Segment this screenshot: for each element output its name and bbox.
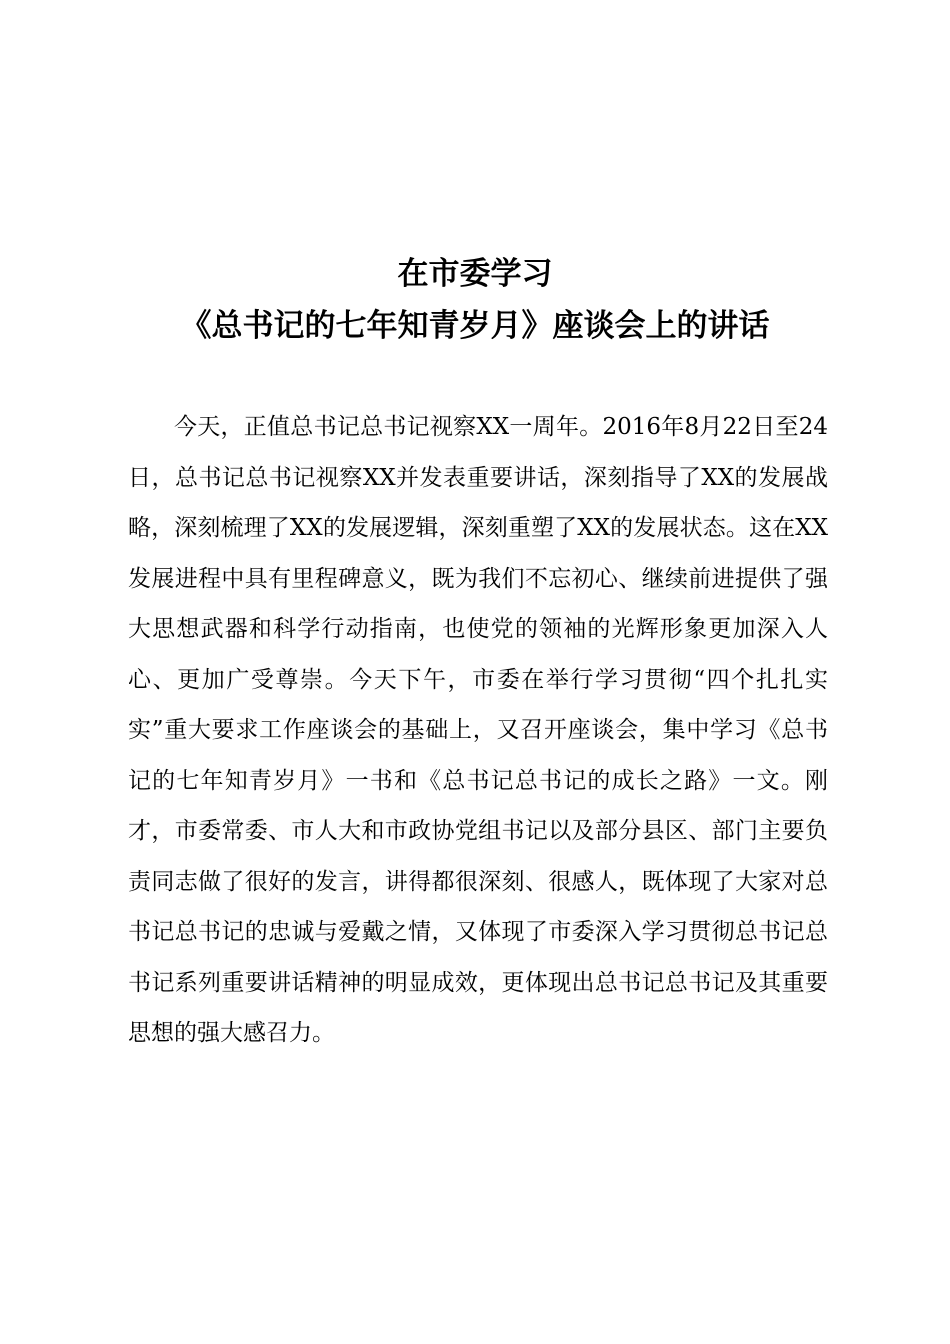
document-title [0,248,950,352]
body-paragraph: 今天，正值总书记总书记视察XX一周年。2016年8月22日至24日，总书记总书记视察XX并发表重要讲话，深刻指导了XX的发展战略，深刻梳理了XX的发展逻辑，深刻重塑了XX的发展状态。这在XX发展进程中具有里程碑意义，既为我们不忘初心、继续前进提供了强大思想武器和科学行动指南，也使党的领袖的光辉形象更加深入人心、更加广受尊崇。今天下午，市委在举行学习贯彻“四个扎扎实实”重大要求工作座谈会的基础上，又召开座谈会，集中学习《总书记的七年知青岁月》一书和《总书记总书记的成长之路》一文。刚才，市委常委、市人大和市政协党组书记以及部分县区、部门主要负责同志做了很好的发言，讲得都很深刻、很感人，既体现了大家对总书记总书记的忠诚与爱戴之情，又体现了市委深入学习贯彻总书记总书记系列重要讲话精神的明显成效，更体现出总书记总书记及其重要思想的强大感召力。 [128,414,828,1046]
title-line-2: 《总书记的七年知青岁月》座谈会上的讲话 [180,308,770,344]
title-line-1: 在市委学习 [397,256,553,292]
